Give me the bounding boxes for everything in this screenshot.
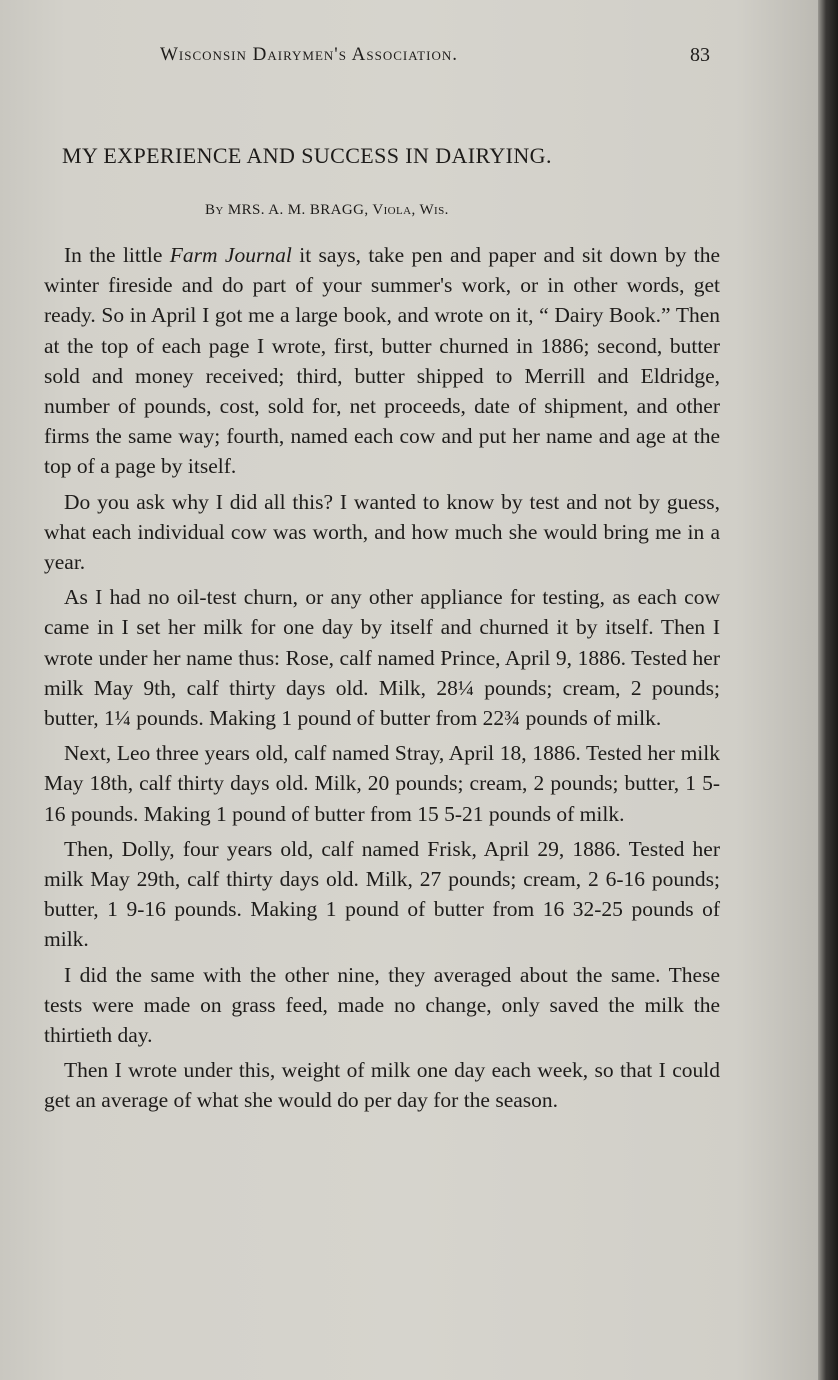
paragraph-1-rest: it says, take pen and paper and sit down by the winter fireside and do part of your summer's work, or in other words, get ready. So in April I got me a large book, and wrote on it, “ Dairy Book.” Then at the top of each page I wrote, first, butter churned in 1886; second, butter sold and money received; third, butter shipped to Merrill and Eldridge, number of pounds, cost, sold for, net proceeds, date of shipment, and other firms the same way; fourth, named each cow and put her name and age at the top of a page by itself. bbox=[44, 243, 721, 479]
paragraph-6: I did the same with the other nine, they averaged about the same. These tests were made on grass feed, made no change, only saved the milk the thirtieth day. bbox=[44, 962, 720, 1048]
paragraph-1 bbox=[44, 240, 720, 482]
article-body bbox=[44, 240, 720, 1121]
paragraph-1-start: In the little bbox=[64, 243, 170, 267]
page-number: 83 bbox=[690, 44, 710, 66]
paragraph-2: Do you ask why I did all this? I wanted to know by test and not by guess, what each individual cow was worth, and how much she would bring me in a year. bbox=[44, 489, 720, 575]
byline: By MRS. A. M. BRAGG, Viola, Wis. bbox=[205, 202, 449, 218]
paragraph-7: Then I wrote under this, weight of milk one day each week, so that I could get an average of what she would do per day for the season. bbox=[44, 1058, 720, 1113]
running-head-title: Wisconsin Dairymen's Association. bbox=[160, 44, 458, 65]
running-head bbox=[0, 44, 818, 76]
farm-journal-title: Farm Journal bbox=[169, 243, 292, 267]
article-title: MY EXPERIENCE AND SUCCESS IN DAIRYING. bbox=[62, 143, 552, 168]
paragraph-3: As I had no oil-test churn, or any other appliance for testing, as each cow came in I set her milk for one day by itself and churned it by itself. Then I wrote under her name thus: Rose, calf named Prince, April 9, 1886. Tested her milk May 9th, calf thirty days old. Milk, 28¼ pounds; cream, 2 pounds; butter, 1¼ pounds. Making 1 pound of butter from 22¾ pounds of milk. bbox=[44, 585, 720, 731]
book-spine-shadow bbox=[818, 0, 838, 1380]
paragraph-5: Then, Dolly, four years old, calf named Frisk, April 29, 1886. Tested her milk May 29th, calf thirty days old. Milk, 27 pounds; cream, 2 6-16 pounds; butter, 1 9-16 pounds. Making 1 pound of butter from 16 32-25 pounds of milk. bbox=[44, 836, 720, 952]
paragraph-4: Next, Leo three years old, calf named Stray, April 18, 1886. Tested her milk May 18th, calf thirty days old. Milk, 20 pounds; cream, 2 pounds; butter, 1 5-16 pounds. Making 1 pound of butter from 15 5-21 pounds of milk. bbox=[44, 741, 720, 826]
